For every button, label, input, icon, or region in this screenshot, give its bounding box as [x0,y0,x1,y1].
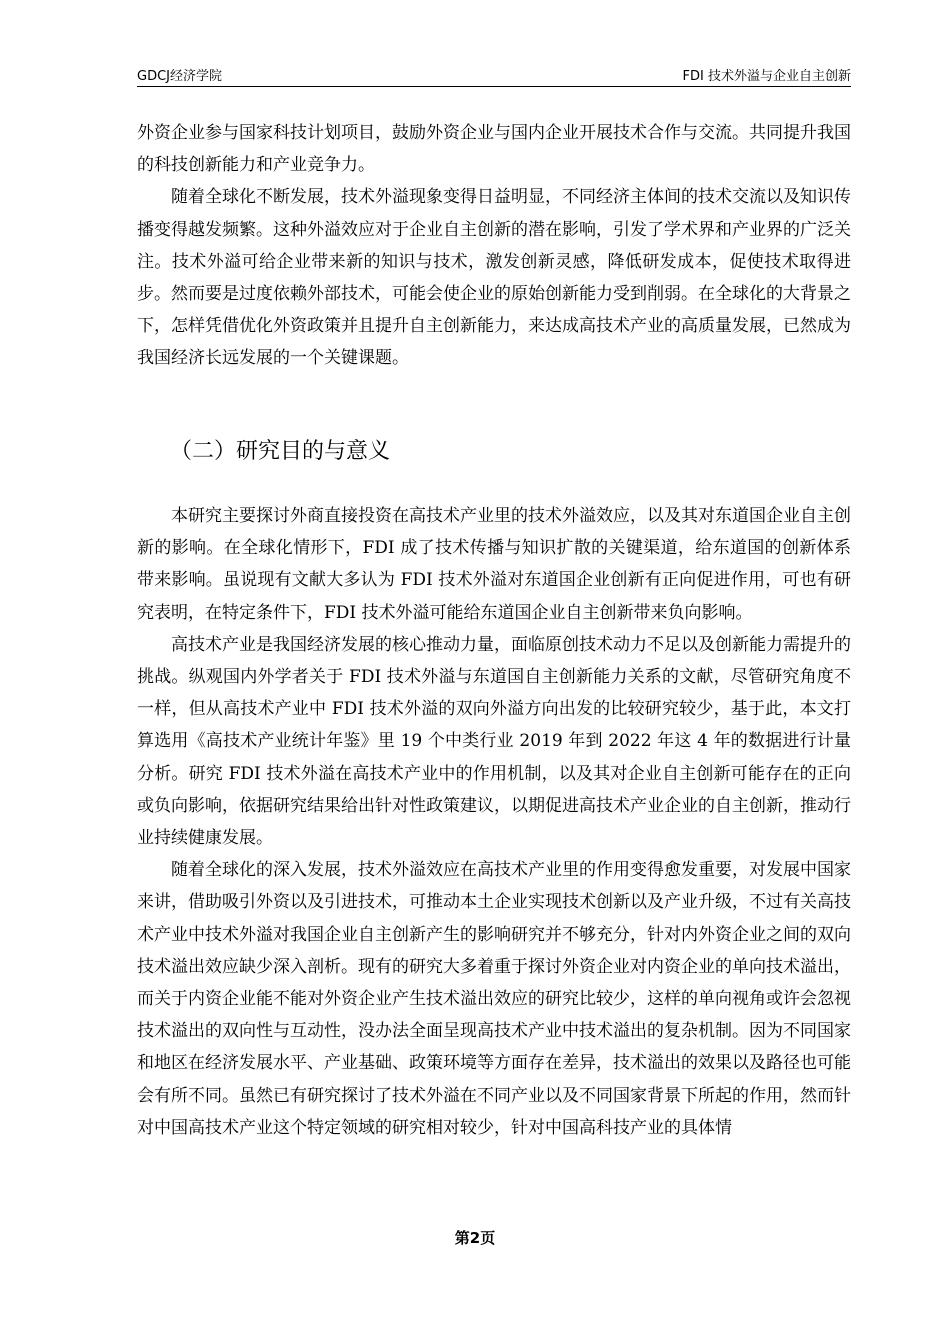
page-header [137,62,851,87]
section1-body [137,117,851,375]
paragraph: 随着全球化的深入发展，技术外溢效应在高技术产业里的作用变得愈发重要，对发展中国家来讲，借助吸引外资以及引进技术，可推动本土企业实现技术创新以及产业升级，不过有关高技术产业中技术外溢对我国企业自主创新产生的影响研究并不够充分，针对内外资企业之间的双向技术溢出效应缺少深入剖析。现有的研究大多着重于探讨外资企业对内资企业的单向技术溢出，而关于内资企业能不能对外资企业产生技术溢出效应的研究比较少，这样的单向视角或许会忽视技术溢出的双向性与互动性，没办法全面呈现高技术产业中技术溢出的复杂机制。因为不同国家和地区在经济发展水平、产业基础、政策环境等方面存在差异，技术溢出的效果以及路径也可能会有所不同。虽然已有研究探讨了技术外溢在不同产业以及不同国家背景下所起的作用，然而针对中国高技术产业这个特定领域的研究相对较少，针对中国高科技产业的具体情 [137,860,851,1138]
page-number: 第2页 [454,1229,496,1247]
paragraph-continuation: 外资企业参与国家科技计划项目，鼓励外资企业与国内企业开展技术合作与交流。共同提升我国的科技创新能力和产业竞争力。 [137,123,851,176]
header-document-title: FDI 技术外溢与企业自主创新 [682,69,851,84]
header-institution: GDCJ经济学院 [137,69,222,84]
paragraph: 随着全球化不断发展，技术外溢现象变得日益明显，不同经济主体间的技术交流以及知识传播变得越发频繁。这种外溢效应对于企业自主创新的潜在影响，引发了学术界和产业界的广泛关注。技术外溢可给企业带来新的知识与技术，激发创新灵感，降低研发成本，促使技术取得进步。然而要是过度依赖外部技术，可能会使企业的原始创新能力受到削弱。在全球化的大背景之下，怎样凭借优化外资政策并且提升自主创新能力，来达成高技术产业的高质量发展，已然成为我国经济长远发展的一个关键课题。 [137,187,851,369]
section2-body [137,500,851,1144]
section-heading: （二）研究目的与意义 [170,439,391,464]
paragraph: 本研究主要探讨外商直接投资在高技术产业里的技术外溢效应，以及其对东道国企业自主创新的影响。在全球化情形下，FDI 成了技术传播与知识扩散的关键渠道，给东道国的创新体系带来影响。虽说现有文献大多认为 FDI 技术外溢对东道国企业创新有正向促进作用，可也有研究表明，在特定条件下，FDI 技术外溢可能给东道国企业自主创新带来负向影响。 [137,506,851,623]
paragraph: 高技术产业是我国经济发展的核心推动力量，面临原创技术动力不足以及创新能力需提升的挑战。纵观国内外学者关于 FDI 技术外溢与东道国自主创新能力关系的文献，尽管研究角度不一样，但从高技术产业中 FDI 技术外溢的双向外溢方向出发的比较研究较少，基于此，本文打算选用《高技术产业统计年鉴》里 19 个中类行业 2019 年到 2022 年这 4 年的数据进行计量分析。研究 FDI 技术外溢在高技术产业中的作用机制，以及其对企业自主创新可能存在的正向或负向影响，依据研究结果给出针对性政策建议，以期促进高技术产业企业的自主创新，推动行业持续健康发展。 [137,634,851,849]
